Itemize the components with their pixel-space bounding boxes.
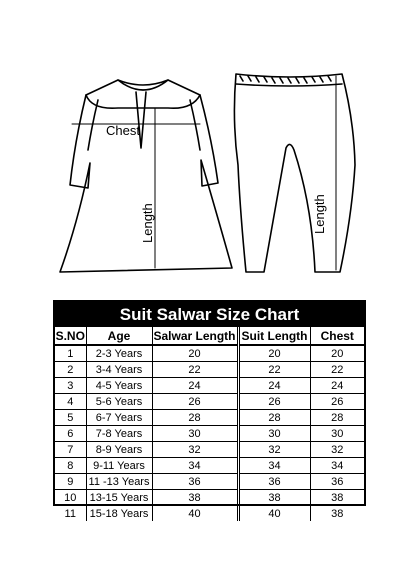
cell-chest: 38: [310, 490, 364, 506]
cell-salwar-length: 38: [152, 490, 238, 506]
cell-suit-length: 26: [238, 394, 310, 410]
cell-chest: 22: [310, 362, 364, 378]
cell-salwar-length: 20: [152, 345, 238, 362]
cell-salwar-length: 28: [152, 410, 238, 426]
cell-salwar-length: 36: [152, 474, 238, 490]
table-row: [55, 490, 364, 506]
cell-sno: 8: [55, 458, 86, 474]
table-row: [55, 506, 364, 522]
size-chart: [53, 300, 366, 520]
cell-salwar-length: 26: [152, 394, 238, 410]
header-chest: Chest: [310, 327, 364, 345]
cell-chest: 38: [310, 506, 364, 522]
cell-sno: 5: [55, 410, 86, 426]
header-salwar-length: Salwar Length: [152, 327, 238, 345]
pant-waistband: [236, 84, 342, 86]
cell-suit-length: 32: [238, 442, 310, 458]
cell-chest: 30: [310, 426, 364, 442]
header-age: Age: [86, 327, 152, 345]
cell-chest: 26: [310, 394, 364, 410]
cell-chest: 28: [310, 410, 364, 426]
cell-chest: 24: [310, 378, 364, 394]
cell-suit-length: 40: [238, 506, 310, 522]
cell-sno: 9: [55, 474, 86, 490]
cell-chest: 20: [310, 345, 364, 362]
kurta-placket: [136, 92, 146, 148]
cell-sno: 6: [55, 426, 86, 442]
table-row: [55, 442, 364, 458]
cell-suit-length: 30: [238, 426, 310, 442]
table-row: [55, 458, 364, 474]
cell-chest: 32: [310, 442, 364, 458]
cell-age: 2-3 Years: [86, 345, 152, 362]
header-suit-length: Suit Length: [238, 327, 310, 345]
cell-sno: 7: [55, 442, 86, 458]
pant-length-label: Length: [312, 194, 327, 234]
pant-outline: [234, 74, 355, 272]
table-row: [55, 378, 364, 394]
kurta-sleeve-seam-left: [88, 100, 98, 150]
cell-suit-length: 24: [238, 378, 310, 394]
cell-suit-length: 28: [238, 410, 310, 426]
cell-age: 9-11 Years: [86, 458, 152, 474]
cell-sno: 2: [55, 362, 86, 378]
table-row: [55, 410, 364, 426]
cell-chest: 34: [310, 458, 364, 474]
cell-age: 4-5 Years: [86, 378, 152, 394]
table-row: [55, 394, 364, 410]
cell-age: 3-4 Years: [86, 362, 152, 378]
cell-salwar-length: 40: [152, 506, 238, 522]
cell-salwar-length: 22: [152, 362, 238, 378]
cell-suit-length: 38: [238, 490, 310, 506]
cell-age: 7-8 Years: [86, 426, 152, 442]
table-row: [55, 345, 364, 362]
cell-sno: 10: [55, 490, 86, 506]
cell-chest: 36: [310, 474, 364, 490]
cell-sno: 3: [55, 378, 86, 394]
table-row: [55, 362, 364, 378]
cell-sno: 4: [55, 394, 86, 410]
cell-age: 6-7 Years: [86, 410, 152, 426]
cell-salwar-length: 30: [152, 426, 238, 442]
size-chart-title: Suit Salwar Size Chart: [55, 302, 364, 327]
header-sno: S.NO: [55, 327, 86, 345]
chest-label: Chest: [106, 123, 140, 138]
cell-age: 11 -13 Years: [86, 474, 152, 490]
kurta-sleeve-seam-right: [190, 100, 200, 150]
kurta-yoke: [86, 95, 200, 108]
table-row: [55, 426, 364, 442]
cell-suit-length: 36: [238, 474, 310, 490]
size-table-header-row: [55, 327, 364, 345]
cell-suit-length: 22: [238, 362, 310, 378]
cell-sno: 11: [55, 506, 86, 522]
cell-salwar-length: 34: [152, 458, 238, 474]
cell-age: 15-18 Years: [86, 506, 152, 522]
cell-suit-length: 34: [238, 458, 310, 474]
cell-age: 13-15 Years: [86, 490, 152, 506]
cell-age: 8-9 Years: [86, 442, 152, 458]
table-row: [55, 474, 364, 490]
cell-age: 5-6 Years: [86, 394, 152, 410]
cell-sno: 1: [55, 345, 86, 362]
cell-salwar-length: 32: [152, 442, 238, 458]
size-table: [55, 327, 364, 521]
cell-suit-length: 20: [238, 345, 310, 362]
cell-salwar-length: 24: [152, 378, 238, 394]
kurta-length-label: Length: [140, 203, 155, 243]
